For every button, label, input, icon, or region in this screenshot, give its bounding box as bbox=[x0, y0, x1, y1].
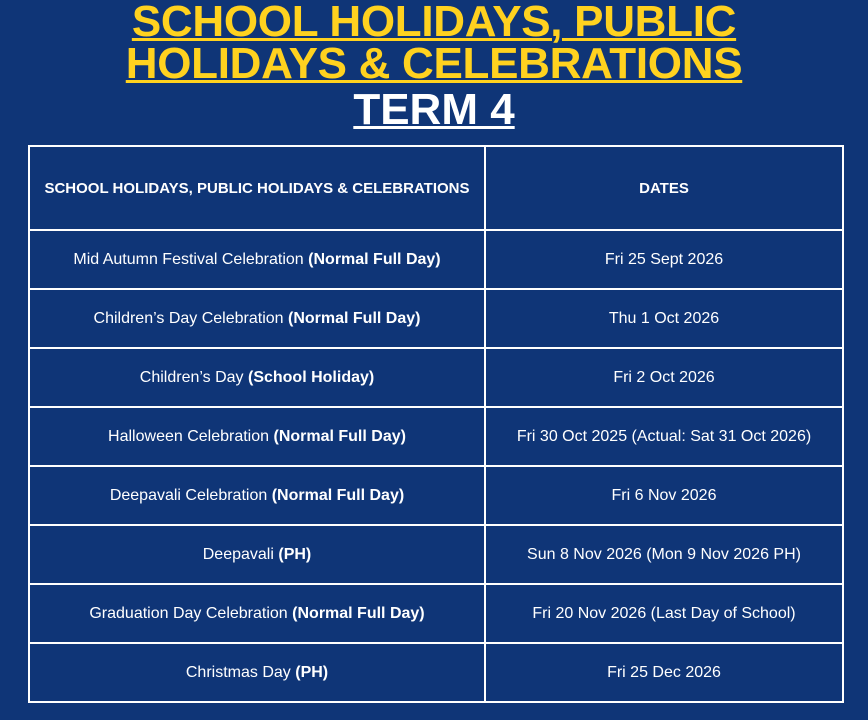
event-cell bbox=[29, 289, 485, 348]
date-cell: Fri 6 Nov 2026 bbox=[485, 466, 843, 525]
holidays-table bbox=[28, 145, 844, 703]
event-note: (PH) bbox=[278, 545, 312, 563]
event-name: Deepavali bbox=[202, 545, 274, 563]
event-note: (Normal Full Day) bbox=[271, 486, 405, 504]
event-cell bbox=[29, 525, 485, 584]
event-note: (Normal Full Day) bbox=[292, 604, 425, 622]
date-cell: Fri 25 Sept 2026 bbox=[485, 230, 843, 289]
event-name: Deepavali Celebration bbox=[109, 486, 268, 504]
date-cell: Fri 2 Oct 2026 bbox=[485, 348, 843, 407]
dates-column-header: DATES bbox=[485, 146, 843, 230]
event-cell bbox=[29, 230, 485, 289]
event-cell bbox=[29, 643, 485, 702]
event-note: (PH) bbox=[295, 663, 329, 681]
event-cell bbox=[29, 466, 485, 525]
title-line-1: SCHOOL HOLIDAYS, PUBLIC bbox=[131, 0, 737, 46]
event-cell bbox=[29, 584, 485, 643]
event-name: Christmas Day bbox=[185, 663, 291, 681]
table-header-row bbox=[29, 146, 843, 230]
date-cell: Fri 30 Oct 2025 (Actual: Sat 31 Oct 2026) bbox=[485, 407, 843, 466]
date-cell: Sun 8 Nov 2026 (Mon 9 Nov 2026 PH) bbox=[485, 525, 843, 584]
table-row bbox=[29, 407, 843, 466]
table-row bbox=[29, 466, 843, 525]
table-row bbox=[29, 525, 843, 584]
table-row bbox=[29, 289, 843, 348]
event-note: (Normal Full Day) bbox=[308, 250, 441, 268]
table-row bbox=[29, 348, 843, 407]
event-name: Children’s Day bbox=[139, 368, 244, 386]
title-line-2: HOLIDAYS & CELEBRATIONS bbox=[125, 39, 743, 88]
event-note: (School Holiday) bbox=[247, 368, 375, 386]
date-cell: Fri 25 Dec 2026 bbox=[485, 643, 843, 702]
event-cell bbox=[29, 407, 485, 466]
event-name: Mid Autumn Festival Celebration bbox=[73, 250, 304, 268]
event-cell bbox=[29, 348, 485, 407]
table-row bbox=[29, 230, 843, 289]
date-cell: Fri 20 Nov 2026 (Last Day of School) bbox=[485, 584, 843, 643]
event-note: (Normal Full Day) bbox=[288, 309, 421, 327]
table-row bbox=[29, 643, 843, 702]
event-name: Halloween Celebration bbox=[108, 427, 270, 445]
event-name: Graduation Day Celebration bbox=[89, 604, 288, 622]
event-column-header: SCHOOL HOLIDAYS, PUBLIC HOLIDAYS & CELEBRATIONS bbox=[29, 146, 485, 230]
date-cell: Thu 1 Oct 2026 bbox=[485, 289, 843, 348]
event-name: Children’s Day Celebration bbox=[93, 309, 284, 327]
event-note: (Normal Full Day) bbox=[273, 427, 406, 445]
table-row bbox=[29, 584, 843, 643]
term-title: TERM 4 bbox=[353, 85, 515, 134]
